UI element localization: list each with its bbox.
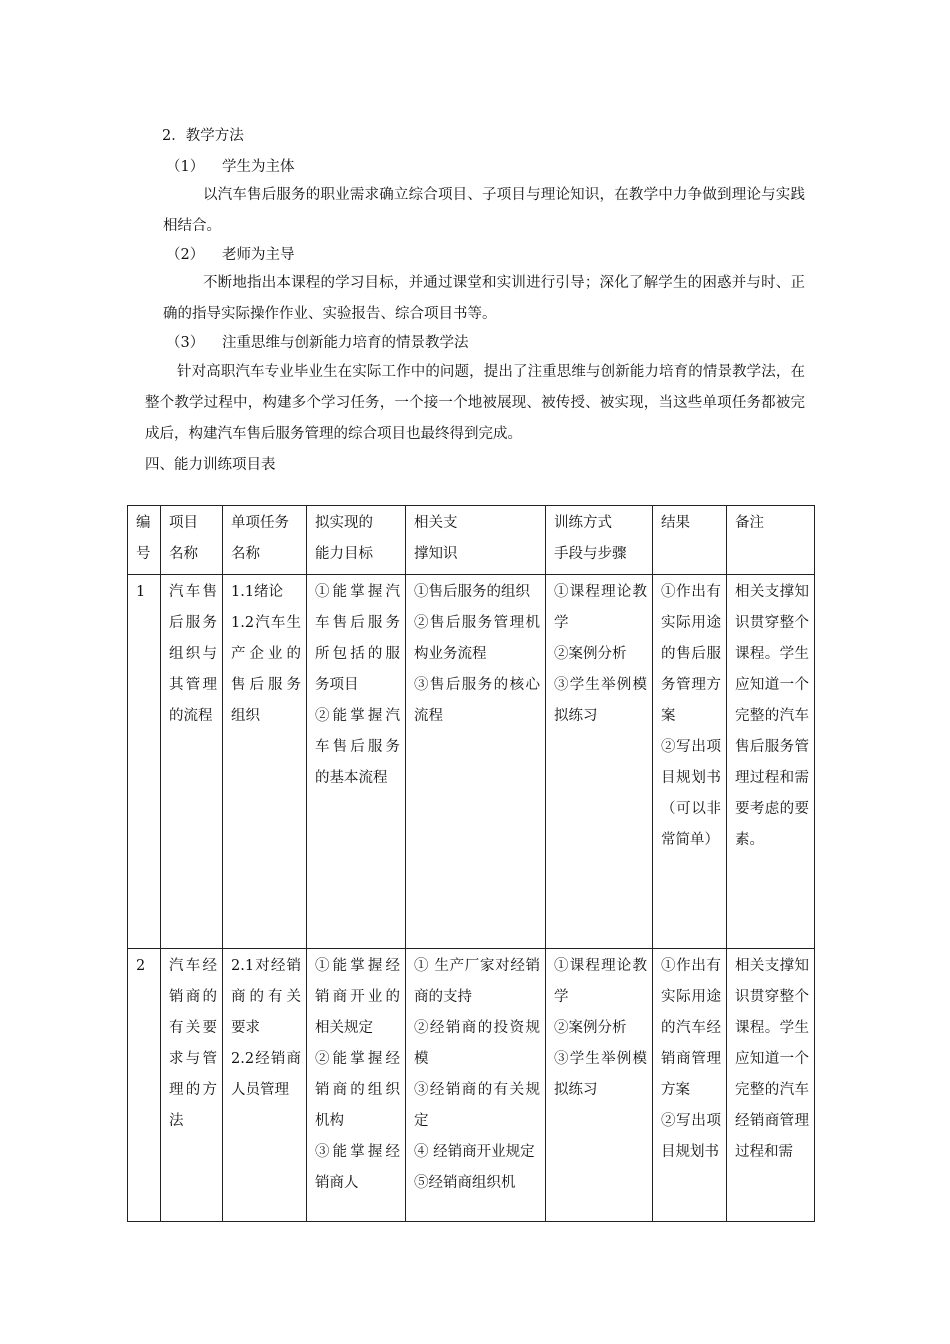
row2-knowledge: ① 生产厂家对经销商的支持 ②经销商的投资规模 ③经销商的有关规定 ④ 经销商开业规定 ⑤经销商组织机 xyxy=(406,949,546,1222)
method-1-title: 学生为主体 xyxy=(222,159,295,175)
row1-number: 1 xyxy=(128,575,161,949)
row1-task-name: 1.1绪论 1.2汽车生产企业的售后服务组织 xyxy=(223,575,307,949)
header-remarks: 备注 xyxy=(727,506,815,575)
row2-training-method: ①课程理论教学 ②案例分析 ③学生举例模拟练习 xyxy=(546,949,653,1222)
ability-training-table xyxy=(127,505,815,1222)
method-1-number: （1） xyxy=(166,159,205,175)
row2-project-name: 汽车经销商的有关要求与管理的方法 xyxy=(161,949,223,1222)
row1-training-method: ①课程理论教学 ②案例分析 ③学生举例模拟练习 xyxy=(546,575,653,949)
row1-ability-goal: ①能掌握汽车售后服务所包括的服务项目 ②能掌握汽车售后服务的基本流程 xyxy=(307,575,406,949)
method-2-number: （2） xyxy=(166,247,205,263)
header-number: 编 号 xyxy=(128,506,161,575)
table-row xyxy=(128,949,815,1222)
header-result: 结果 xyxy=(653,506,727,575)
table-header-row xyxy=(128,506,815,575)
method-1-body: 以汽车售后服务的职业需求确立综合项目、子项目与理论知识，在教学中力争做到理论与实践相结合。 xyxy=(163,187,805,234)
row2-result: ①作出有实际用途的汽车经销商管理方案 ②写出项目规划书 xyxy=(653,949,727,1222)
header-training-method: 训练方式 手段与步骤 xyxy=(546,506,653,575)
row2-task-name: 2.1对经销商的有关要求 2.2经销商人员管理 xyxy=(223,949,307,1222)
section-4-heading: 四、能力训练项目表 xyxy=(145,457,276,473)
header-project-name: 项目 名称 xyxy=(161,506,223,575)
header-task-name: 单项任务 名称 xyxy=(223,506,307,575)
row2-ability-goal: ①能掌握经销商开业的相关规定 ②能掌握经销商的组织机构 ③能掌握经销商人 xyxy=(307,949,406,1222)
row1-project-name: 汽车售后服务组织与其管理的流程 xyxy=(161,575,223,949)
header-ability-goal: 拟实现的 能力目标 xyxy=(307,506,406,575)
row2-number: 2 xyxy=(128,949,161,1222)
section-2-heading: 2．教学方法 xyxy=(162,128,244,144)
table-row xyxy=(128,575,815,949)
method-3-number: （3） xyxy=(166,335,205,351)
row1-result: ①作出有实际用途的售后服务管理方案 ②写出项目规划书（可以非常简单） xyxy=(653,575,727,949)
method-3-body: 针对高职汽车专业毕业生在实际工作中的问题，提出了注重思维与创新能力培育的情景教学法，在整个教学过程中，构建多个学习任务，一个接一个地被展现、被传授、被实现，当这些单项任务都被完成后，构建汽车售后服务管理的综合项目也最终得到完成。 xyxy=(145,364,805,442)
row1-remarks: 相关支撑知识贯穿整个课程。学生应知道一个完整的汽车售后服务管理过程和需要考虑的要素。 xyxy=(727,575,815,949)
method-2-title: 老师为主导 xyxy=(222,247,295,263)
row2-remarks: 相关支撑知识贯穿整个课程。学生应知道一个完整的汽车经销商管理过程和需 xyxy=(727,949,815,1222)
header-knowledge: 相关支 撑知识 xyxy=(406,506,546,575)
method-3-title: 注重思维与创新能力培育的情景教学法 xyxy=(222,335,469,351)
row1-knowledge: ①售后服务的组织 ②售后服务管理机构业务流程 ③售后服务的核心流程 xyxy=(406,575,546,949)
method-2-body: 不断地指出本课程的学习目标，并通过课堂和实训进行引导；深化了解学生的困惑并与时、正确的指导实际操作作业、实验报告、综合项目书等。 xyxy=(163,275,805,322)
